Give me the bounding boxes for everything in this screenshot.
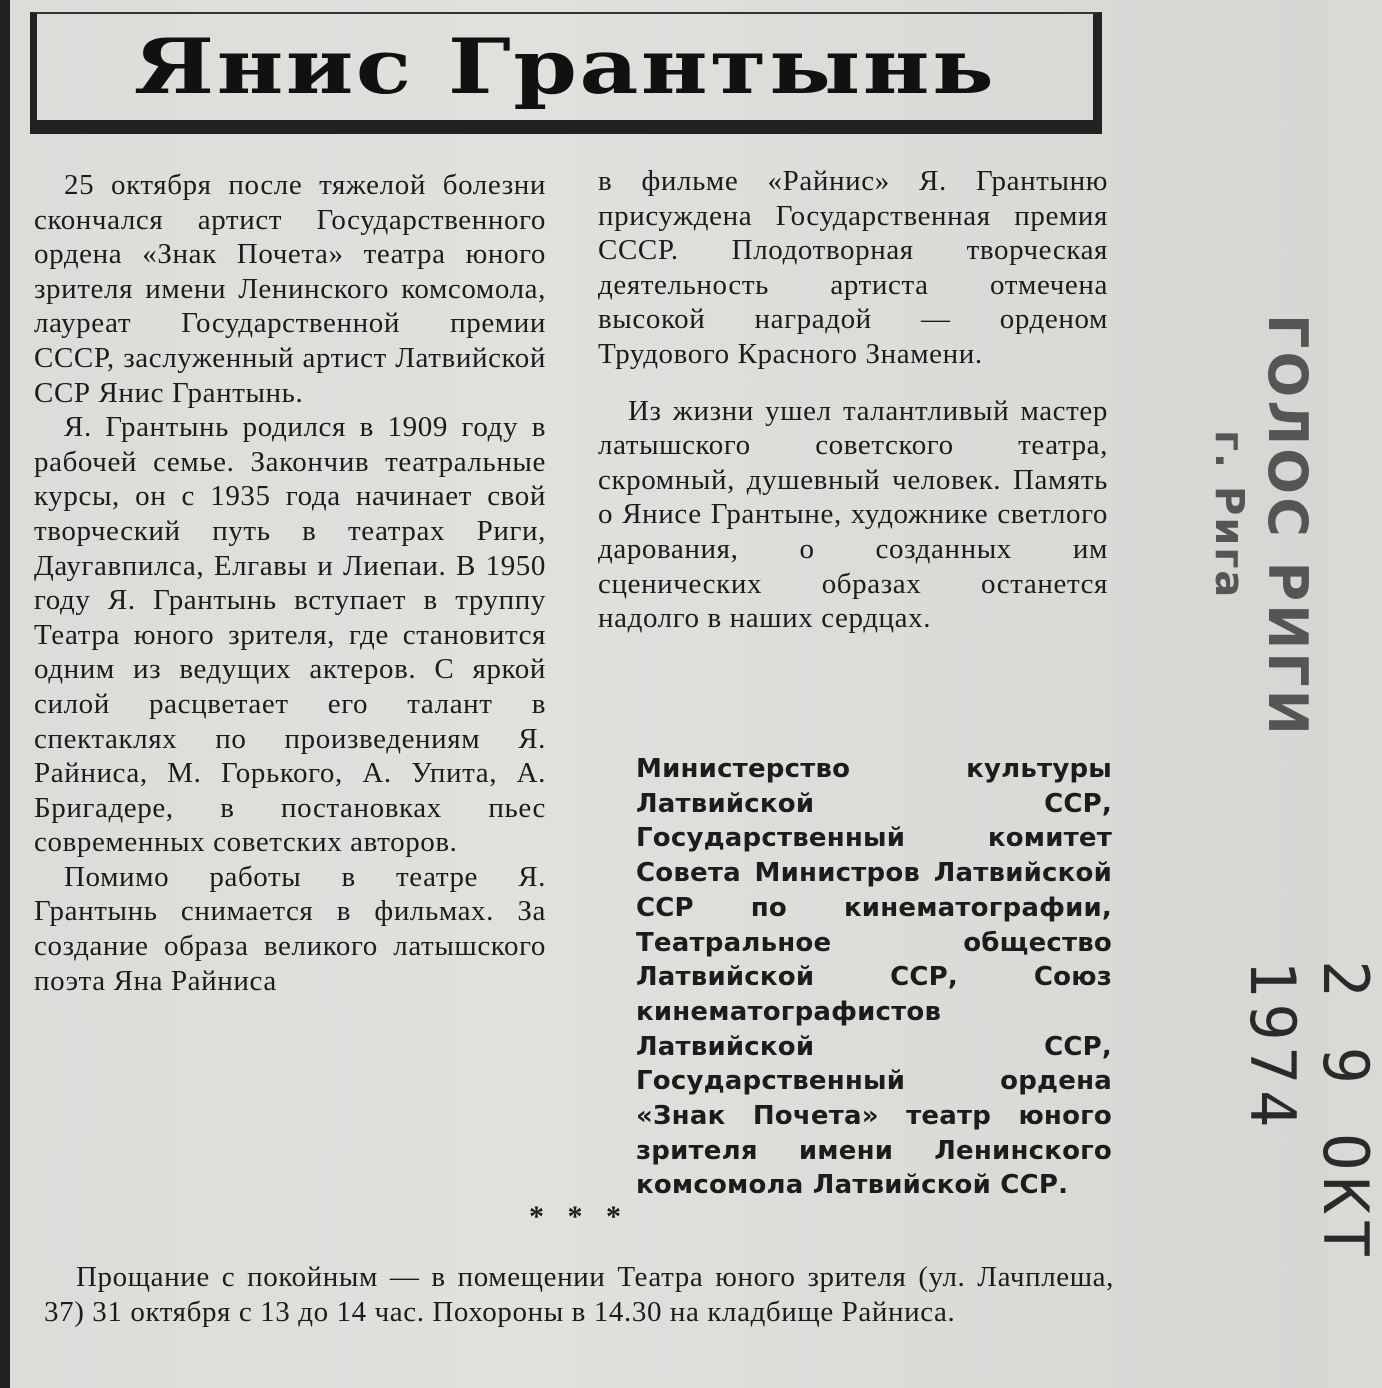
stamp-newspaper-name: ГОЛОС РИГИ xyxy=(1256,314,1319,738)
clipping-edge xyxy=(0,0,10,1388)
section-separator: * * * xyxy=(529,1200,629,1233)
article-left-column xyxy=(34,168,546,998)
paragraph-biography: Я. Грантынь родился в 1909 году в рабочей семье. Закончив театральные курсы, он с 1935 года начинает свой творческий путь в театрах Риги, Даугавпилса, Елгавы и Лиепаи. В 1950 году Я. Грантынь вступает в труппу Театра юного зрителя, где становится одним из ведущих актеров. С яркой силой расцветает его талант в спектаклях по произведениям Я. Райниса, М. Горького, А. Упита, А. Бригадере, в постановках пьес современных советских авторов. xyxy=(34,411,546,859)
signatories-block: Министерство культуры Латвийской ССР, Государственный комитет Совета Министров Латвийской ССР по кинематографии, Театральное общество Латвийской ССР, Союз кинематографистов Латвийской ССР, Государственный ордена «Знак Почета» театр юного зрителя имени Ленинского комсомола Латвийской ССР. xyxy=(636,754,1112,1201)
stamp-date: 2 9 ОКТ 1974 xyxy=(1236,960,1382,1264)
headline-frame xyxy=(30,12,1102,134)
headline-title: Янис Грантынь xyxy=(133,22,997,111)
paragraph-film-work: Помимо работы в театре Я. Грантынь снимается в фильмах. За создание образа великого латышского поэта Яна Райниса xyxy=(34,860,546,997)
farewell-notice: Прощание с покойным — в помещении Театра юного зрителя (ул. Лачплеша, 37) 31 октября с 13 до 14 час. Похороны в 14.30 на кладбище Райниса. xyxy=(44,1261,1114,1328)
paragraph-award: в фильме «Райнис» Я. Грантыню присуждена Государственная премия СССР. Плодотворная творческая деятельность артиста отмечена высокой наградой — орденом Трудового Красного Знамени. xyxy=(598,165,1108,370)
stamp-city: г. Рига xyxy=(1206,430,1252,600)
paragraph-announcement: 25 октября после тяжелой болезни скончался артист Государственного ордена «Знак Почета» театра юного зрителя имени Ленинского комсомола, лауреат Государственной премии СССР, заслуженный артист Латвийской ССР Янис Грантынь. xyxy=(34,169,546,409)
paragraph-memory: Из жизни ушел талантливый мастер латышского советского театра, скромный, душевный человек. Память о Янисе Грантыне, художнике светлого дарования, о созданных им сценических образах останется надолго в наших сердцах. xyxy=(598,394,1108,635)
article-right-column xyxy=(598,164,1108,636)
